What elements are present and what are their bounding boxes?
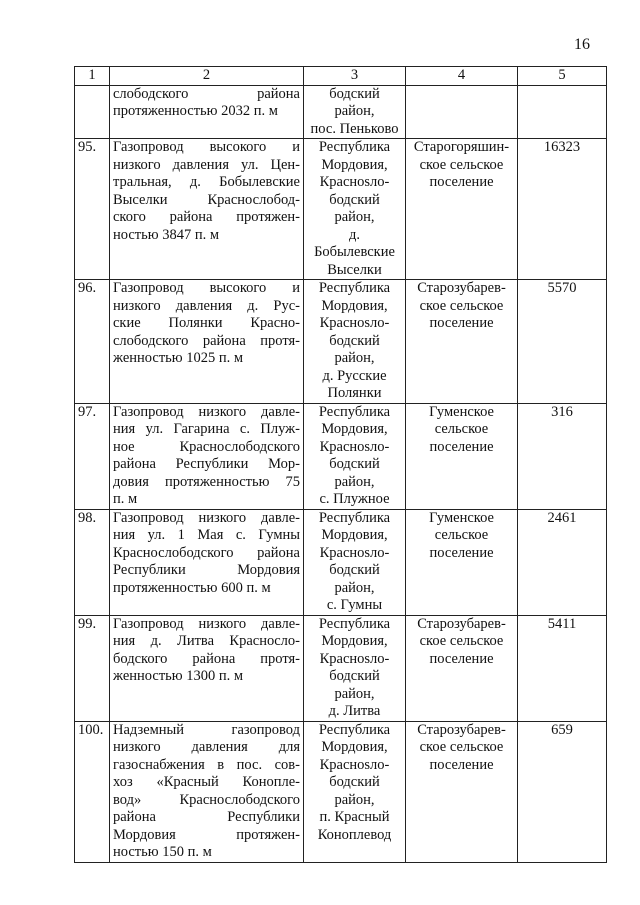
row-number: 100. xyxy=(75,721,110,862)
object-name xyxy=(110,280,304,404)
object-name xyxy=(110,509,304,615)
object-location-line: Республика xyxy=(318,139,391,155)
object-name xyxy=(110,615,304,721)
object-name-line: низкого давления ул. Цен- xyxy=(113,156,300,173)
object-location xyxy=(304,509,406,615)
object-location-line: бодский xyxy=(329,562,380,578)
object-name-line: протяженностью 2032 п. м xyxy=(113,103,278,119)
object-location-line: Республика xyxy=(318,403,391,420)
object-location-line: бодский xyxy=(329,85,380,102)
object-name xyxy=(110,139,304,280)
object-location-line: район, xyxy=(334,791,375,808)
object-owner xyxy=(406,509,518,615)
object-name xyxy=(110,721,304,862)
page-number: 16 xyxy=(574,36,590,53)
object-owner xyxy=(406,615,518,721)
object-owner-line: Старозубарев- xyxy=(417,615,506,632)
object-owner-line: поселение xyxy=(429,315,494,331)
table-row xyxy=(75,615,607,721)
object-location-line: Краснosло- xyxy=(319,174,390,190)
object-name-line: Газопровод высокого и xyxy=(113,139,300,155)
object-owner-line: ское сельское xyxy=(419,156,504,173)
object-location-line: район, xyxy=(334,685,375,702)
object-location-line: Краснosло- xyxy=(319,315,390,331)
object-name-line: слободского района протя- xyxy=(113,332,300,349)
object-name xyxy=(110,85,304,139)
object-location-line: Коноплевод xyxy=(317,826,392,843)
object-owner-line: Старозубарев- xyxy=(417,721,506,738)
object-location-line: Краснosло- xyxy=(319,756,390,773)
object-location-line: Республика xyxy=(318,280,391,296)
column-header: 3 xyxy=(304,67,406,86)
object-location-line: Мордовия, xyxy=(321,739,388,755)
object-location xyxy=(304,615,406,721)
object-name-line: газоснабжения в пос. сов- xyxy=(113,756,300,773)
object-name-line: ния ул. 1 Мая с. Гумны xyxy=(113,527,300,543)
object-name-line: Краснослободского района xyxy=(113,544,300,561)
column-header: 1 xyxy=(75,67,110,86)
object-name-line: ностью 3847 п. м xyxy=(113,226,220,243)
object-location-line: Республика xyxy=(318,509,391,526)
object-name-line: Выселки Краснослобод- xyxy=(113,191,300,208)
object-name xyxy=(110,403,304,509)
object-name-line: протяженностью 600 п. м xyxy=(113,579,271,596)
object-location-line: пос. Пеньково xyxy=(310,120,399,137)
object-owner-line: поселение xyxy=(429,650,494,667)
object-location-line: с. Гумны xyxy=(326,597,383,613)
object-name-line: довия протяженностью 75 xyxy=(113,473,300,490)
object-location-line: район, xyxy=(334,579,375,596)
object-location xyxy=(304,139,406,280)
object-name-line: п. м xyxy=(113,491,138,507)
object-location xyxy=(304,721,406,862)
table-row xyxy=(75,139,607,280)
object-location-line: район, xyxy=(334,473,375,490)
object-name-line: Газопровод низкого давле- xyxy=(113,403,300,420)
object-location-line: Краснosло- xyxy=(319,544,390,561)
object-owner-line: поселение xyxy=(429,174,494,190)
table-row xyxy=(75,509,607,615)
object-owner-line: поселение xyxy=(429,544,494,561)
object-location-line: бодский xyxy=(329,191,380,208)
object-location-line: п. Красный xyxy=(319,809,390,825)
object-name-line: Газопровод низкого давле- xyxy=(113,615,300,632)
object-location-line: Мордовия, xyxy=(321,633,388,649)
object-value: 316 xyxy=(518,403,607,509)
object-owner-line: Гуменское xyxy=(429,403,494,420)
object-owner-line: сельское xyxy=(434,421,489,437)
object-owner-line: сельское xyxy=(434,527,489,543)
object-location-line: д. Бобылевские Выселки xyxy=(314,226,395,278)
object-name-line: низкого давления для xyxy=(113,739,300,755)
row-number: 96. xyxy=(75,280,110,404)
object-location-line: бодский xyxy=(329,774,380,790)
object-location-line: Республика xyxy=(318,615,391,632)
object-name-line: Республики Мордовия xyxy=(113,562,300,578)
table-row xyxy=(75,721,607,862)
object-name-line: женностью 1300 п. м xyxy=(113,668,244,684)
object-location-line: район, xyxy=(334,209,375,225)
object-owner-line: поселение xyxy=(429,756,494,773)
object-location-line: д. Литва xyxy=(328,703,381,719)
object-location-line: район, xyxy=(334,103,375,119)
object-location-line: Полянки xyxy=(327,385,382,401)
row-number: 95. xyxy=(75,139,110,280)
object-name-line: ния д. Литва Краснoсло- xyxy=(113,633,300,649)
object-owner-line: поселение xyxy=(429,438,494,455)
object-owner-line: ское сельское xyxy=(419,633,504,649)
object-location-line: д. Русские xyxy=(322,367,387,384)
object-value: 5570 xyxy=(518,280,607,404)
object-value: 2461 xyxy=(518,509,607,615)
object-location-line: бодский xyxy=(329,456,380,472)
object-name-line: женностью 1025 п. м xyxy=(113,350,244,366)
object-name-line: Надземный газопровод xyxy=(113,721,300,738)
table-row xyxy=(75,280,607,404)
object-location-line: Мордовия, xyxy=(321,527,388,543)
row-number: 97. xyxy=(75,403,110,509)
table-row xyxy=(75,403,607,509)
object-owner xyxy=(406,139,518,280)
object-owner-line: Старогоряшин- xyxy=(413,139,510,155)
object-name-line: ского района протяжен- xyxy=(113,209,300,225)
object-location xyxy=(304,403,406,509)
object-value: 659 xyxy=(518,721,607,862)
object-name-line: слободского района xyxy=(113,85,300,102)
object-name-line: вод» Краснослободского xyxy=(113,791,300,808)
object-location-line: Краснosло- xyxy=(319,650,390,667)
object-owner xyxy=(406,85,518,139)
object-location-line: с. Плужное xyxy=(319,491,390,507)
object-name-line: ное Краснослободского xyxy=(113,438,300,455)
object-location-line: район, xyxy=(334,350,375,366)
object-owner xyxy=(406,280,518,404)
table-header-row xyxy=(75,67,607,86)
object-name-line: бодского района протя- xyxy=(113,650,300,667)
column-header: 5 xyxy=(518,67,607,86)
object-name-line: района Республики Мор- xyxy=(113,456,300,472)
register-table xyxy=(74,66,607,863)
object-value: 16323 xyxy=(518,139,607,280)
row-number: 98. xyxy=(75,509,110,615)
object-name-line: Газопровод низкого давле- xyxy=(113,509,300,526)
object-owner-line: ское сельское xyxy=(419,739,504,755)
object-name-line: Газопровод высокого и xyxy=(113,280,300,296)
object-location xyxy=(304,280,406,404)
object-location xyxy=(304,85,406,139)
object-value xyxy=(518,85,607,139)
object-owner xyxy=(406,721,518,862)
column-header: 2 xyxy=(110,67,304,86)
object-location-line: Мордовия, xyxy=(321,156,388,173)
row-number: 99. xyxy=(75,615,110,721)
object-location-line: бодский xyxy=(329,668,380,684)
object-location-line: Краснosло- xyxy=(319,438,390,455)
object-name-line: хоз «Красный Коноплe- xyxy=(113,774,300,790)
object-name-line: ностью 150 п. м xyxy=(113,844,212,860)
object-name-line: тральная, д. Бобылевские xyxy=(113,174,300,190)
object-name-line: Мордовия протяжен- xyxy=(113,826,300,843)
column-header: 4 xyxy=(406,67,518,86)
object-owner-line: Старозубарев- xyxy=(417,280,506,296)
object-name-line: ния ул. Гагарина с. Плуж- xyxy=(113,421,300,437)
object-location-line: Республика xyxy=(318,721,391,738)
object-name-line: ские Полянки Красно- xyxy=(113,315,300,331)
object-owner xyxy=(406,403,518,509)
object-name-line: низкого давления д. Рус- xyxy=(113,297,300,314)
table-row xyxy=(75,85,607,139)
object-owner-line: ское сельское xyxy=(419,297,504,314)
object-location-line: Мордовия, xyxy=(321,421,388,437)
object-owner-line: Гуменское xyxy=(429,509,494,526)
object-location-line: Мордовия, xyxy=(321,297,388,314)
object-value: 5411 xyxy=(518,615,607,721)
object-name-line: района Республики xyxy=(113,809,300,825)
object-location-line: бодский xyxy=(329,332,380,349)
row-number xyxy=(75,85,110,139)
